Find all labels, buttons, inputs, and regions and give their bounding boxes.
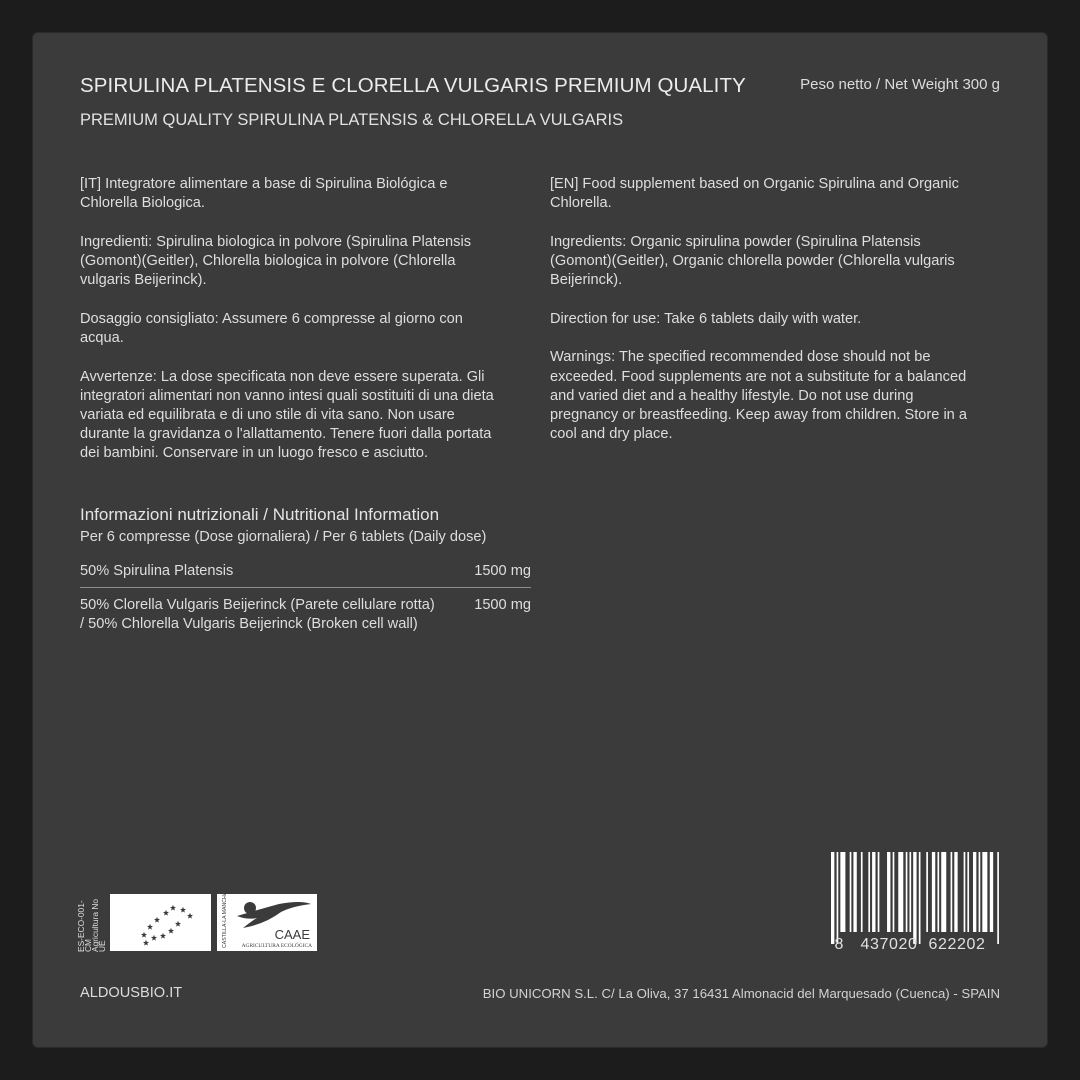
- english-warnings: Warnings: The specified recommended dose should not be exceeded. Food supplements are not a substitute for a balanced and varied diet and a healthy lifestyle. Do not use during pregnancy or breastfeeding. Keep away from children. Store in a cool and dry place.: [550, 349, 967, 443]
- nutrition-row: [80, 588, 531, 634]
- nutrition-row: [80, 562, 531, 588]
- barcode-bar: [853, 852, 856, 932]
- barcode-bar: [850, 852, 852, 932]
- english-direction: Direction for use: Take 6 tablets daily with water.: [550, 310, 862, 327]
- caae-subtitle: AGRICULTURA ECOLÓGICA: [241, 943, 312, 949]
- english-ingredients: Ingredients: Organic spirulina powder (Spirulina Platensis (Gomont)(Geitler), Organic chlorella powder (Chlorella vulgaris Beijerinck).: [550, 233, 955, 289]
- eu-star-icon: [143, 940, 149, 946]
- barcode-bar: [990, 852, 993, 932]
- barcode-bar: [909, 852, 911, 932]
- barcode-bars: [831, 852, 999, 944]
- nutrition-row-name: 50% Spirulina Platensis: [80, 563, 234, 579]
- eu-star-icon: [187, 913, 193, 919]
- nutrition-table: [80, 562, 531, 635]
- barcode-bar: [926, 852, 928, 932]
- barcode-bar: [937, 852, 939, 932]
- caae-logo: [217, 894, 317, 951]
- barcode-bar: [997, 852, 999, 944]
- barcode-bar: [964, 852, 966, 932]
- barcode-bar: [954, 852, 957, 932]
- caae-name: CAAE: [274, 927, 310, 942]
- caae-logo-graphic: [217, 894, 317, 951]
- barcode-first-digit: 8: [834, 936, 844, 952]
- barcode-bar: [837, 852, 839, 944]
- nutrition-title: Informazioni nutrizionali / Nutritional Information: [80, 505, 440, 524]
- product-title-it: SPIRULINA PLATENSIS E CLORELLA VULGARIS PREMIUM QUALITY: [80, 74, 746, 97]
- eu-star-icon: [154, 917, 160, 923]
- italian-ingredients: Ingredienti: Spirulina biologica in polvore (Spirulina Platensis (Gomont)(Geitler), Chlorella biologica in polvore (Chlorella vulgaris Beijerinck).: [80, 233, 472, 289]
- eu-star-icon: [151, 935, 157, 941]
- barcode-bar: [893, 852, 895, 932]
- barcode-bar: [941, 852, 946, 932]
- italian-intro: [IT] Integratore alimentare a base di Spirulina Biológica e Chlorella Biologica.: [80, 176, 448, 212]
- website-link[interactable]: ALDOUSBIO.IT: [80, 985, 183, 1001]
- nutrition-row-amount: 1500 mg: [474, 597, 531, 614]
- english-column: [550, 175, 1002, 464]
- barcode-bar: [878, 852, 880, 932]
- italian-column: [80, 175, 532, 483]
- label-panel: [32, 32, 1048, 1048]
- english-intro: [EN] Food supplement based on Organic Spirulina and Organic Chlorella.: [550, 176, 959, 212]
- barcode-bar: [967, 852, 969, 932]
- barcode-bar: [840, 852, 845, 932]
- nutrition-row-amount: 1500 mg: [474, 563, 531, 579]
- italian-warnings: Avvertenze: La dose specificata non deve essere superata. Gli integratori alimentari non vanno intesi quali sostituiti di una dieta variata ed equilibrata e di uno stile di vita sano. Non usare durante la gravidanza o l'allattamento. Tenere fuori dalla portata dei bambini. Conservare in un luogo fresco e asciutto.: [80, 368, 494, 462]
- barcode-bar: [861, 852, 863, 932]
- barcode-group-right: 622202: [928, 936, 986, 952]
- barcode-bar: [919, 852, 921, 944]
- barcode-bar: [973, 852, 976, 932]
- barcode-bar: [932, 852, 935, 932]
- barcode-group-left: 437020: [860, 936, 918, 952]
- eu-star-icon: [175, 921, 181, 927]
- organic-control-code: [76, 894, 107, 952]
- eu-star-icon: [163, 910, 169, 916]
- eu-star-icon: [170, 905, 176, 911]
- net-weight: Peso netto / Net Weight 300 g: [800, 76, 1000, 93]
- barcode-bar: [887, 852, 890, 932]
- nutrition-row-name: 50% Clorella Vulgaris Beijerinck (Parete cellulare rotta) / 50% Chlorella Vulgaris Beijerinck (Broken cell wall): [80, 597, 435, 633]
- barcode-bar: [913, 852, 916, 944]
- italian-dosage: Dosaggio consigliato: Assumere 6 compresse al giorno con acqua.: [80, 310, 463, 346]
- product-title-en: PREMIUM QUALITY SPIRULINA PLATENSIS & CHLORELLA VULGARIS: [80, 111, 624, 129]
- barcode-bar: [898, 852, 903, 932]
- eu-star-icon: [160, 933, 166, 939]
- eu-star-icon: [180, 907, 186, 913]
- barcode-bar: [951, 852, 953, 932]
- barcode-bar: [868, 852, 870, 932]
- nutrition-subtitle: Per 6 compresse (Dose giornaliera) / Per 6 tablets (Daily dose): [80, 529, 487, 545]
- eu-star-icon: [141, 932, 147, 938]
- barcode-bar: [979, 852, 981, 932]
- barcode-bar: [831, 852, 834, 944]
- caae-side-text: CASTILLA-LA MANCHA: [222, 894, 228, 948]
- company-address: BIO UNICORN S.L. C/ La Oliva, 37 16431 Almonacid del Marquesado (Cuenca) - SPAIN: [482, 986, 1000, 1001]
- eu-organic-logo: [110, 894, 211, 951]
- eu-organic-leaf-icon: [110, 894, 211, 951]
- eu-star-icon: [147, 924, 153, 930]
- barcode-bar: [906, 852, 908, 932]
- eu-star-icon: [168, 928, 174, 934]
- barcode: [831, 852, 1001, 952]
- barcode-bar: [872, 852, 875, 932]
- barcode-bar: [982, 852, 987, 932]
- organic-control-code-text: ES-ECO-001-CM Agricultura No UE: [76, 898, 107, 952]
